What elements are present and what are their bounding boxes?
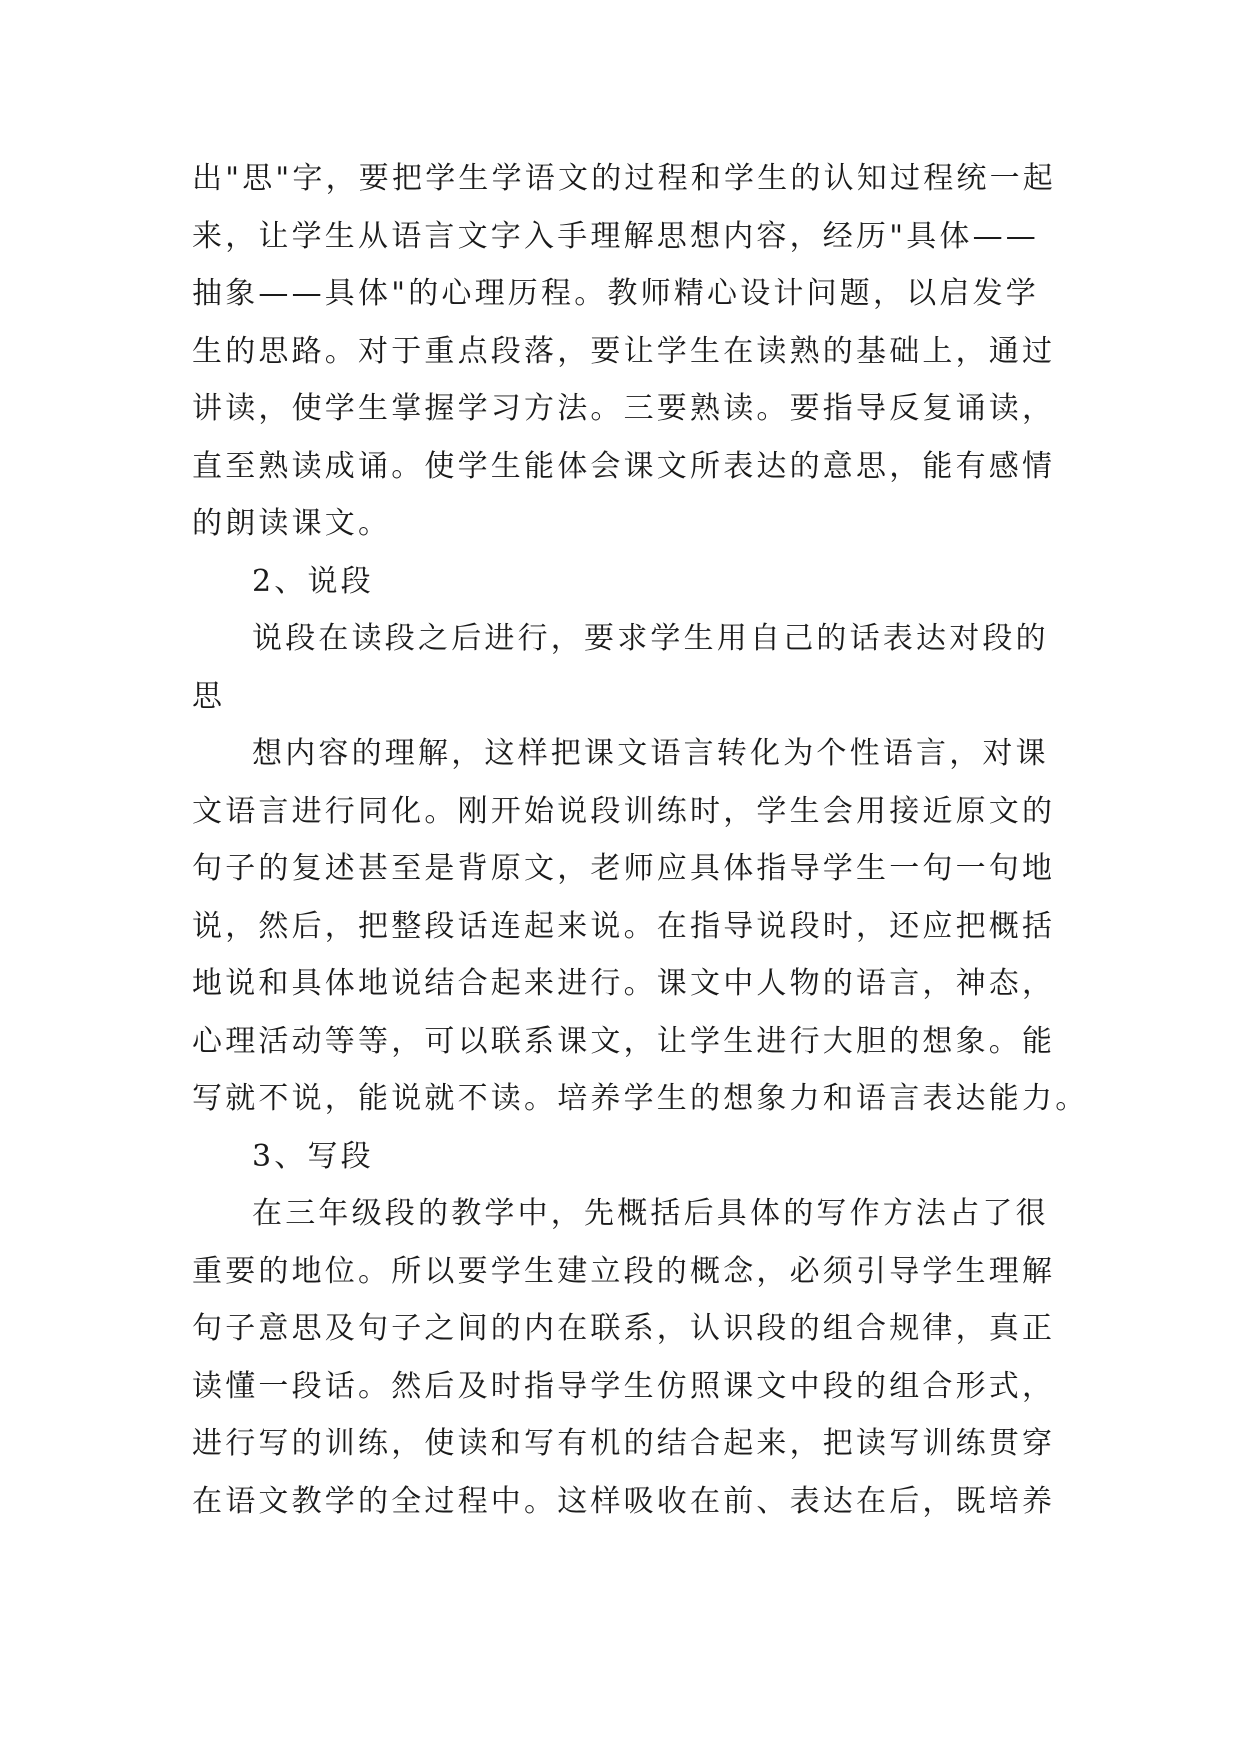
text-line: 讲读，使学生掌握学习方法。三要熟读。要指导反复诵读， <box>192 391 1056 426</box>
text-line: 进行写的训练，使读和写有机的结合起来，把读写训练贯穿 <box>192 1426 1056 1461</box>
text-line: 在语文教学的全过程中。这样吸收在前、表达在后，既培养 <box>192 1483 1056 1519</box>
text-line: 重要的地位。所以要学生建立段的概念，必须引导学生理解 <box>192 1253 1056 1289</box>
text-line: 说，然后，把整段话连起来说。在指导说段时，还应把概括 <box>192 908 1056 944</box>
text-line: 句子的复述甚至是背原文，老师应具体指导学生一句一句地 <box>192 851 1056 886</box>
text-line: 在三年级段的教学中，先概括后具体的写作方法占了很 <box>252 1196 1049 1231</box>
text-line: 2、说段 <box>252 563 374 599</box>
text-line: 文语言进行同化。刚开始说段训练时，学生会用接近原文的 <box>192 793 1056 829</box>
text-line: 3、写段 <box>252 1138 374 1174</box>
text-line: 出"思"字，要把学生学语文的过程和学生的认知过程统一起 <box>192 161 1056 196</box>
text-line: 心理活动等等，可以联系课文，让学生进行大胆的想象。能 <box>192 1023 1056 1059</box>
text-line: 说段在读段之后进行，要求学生用自己的话表达对段的 <box>252 621 1049 656</box>
text-line: 写就不说，能说就不读。培养学生的想象力和语言表达能力。 <box>192 1081 1089 1116</box>
text-line: 生的思路。对于重点段落，要让学生在读熟的基础上，通过 <box>192 333 1056 369</box>
text-line: 地说和具体地说结合起来进行。课文中人物的语言，神态， <box>192 966 1056 1001</box>
text-line: 想内容的理解，这样把课文语言转化为个性语言，对课 <box>252 736 1049 771</box>
text-line: 读懂一段话。然后及时指导学生仿照课文中段的组合形式， <box>192 1368 1056 1404</box>
text-line: 直至熟读成诵。使学生能体会课文所表达的意思，能有感情 <box>192 448 1056 484</box>
text-line: 句子意思及句子之间的内在联系，认识段的组合规律，真正 <box>192 1311 1056 1346</box>
text-line: 来，让学生从语言文字入手理解思想内容，经历"具体—— <box>192 218 1039 254</box>
body-text <box>192 150 1089 1530</box>
text-line: 思 <box>192 678 226 714</box>
text-line: 抽象——具体"的心理历程。教师精心设计问题，以启发学 <box>192 276 1039 311</box>
text-line: 的朗读课文。 <box>192 506 392 541</box>
